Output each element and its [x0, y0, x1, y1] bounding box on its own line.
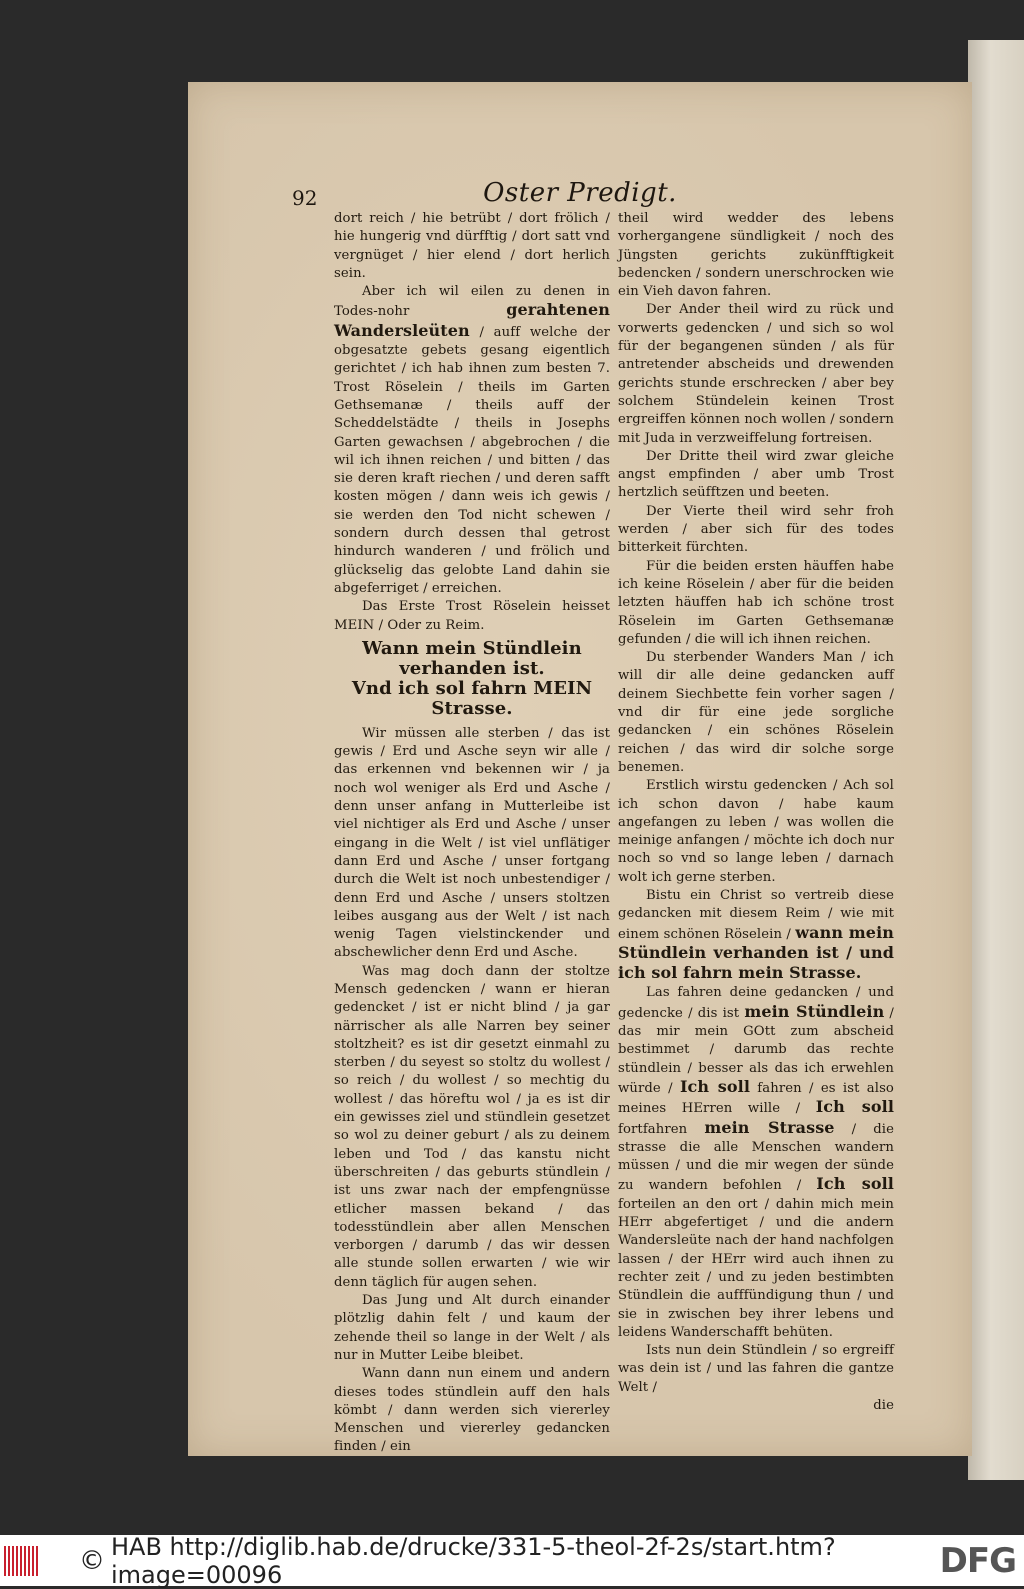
dfg-logo: DFG	[939, 1540, 1016, 1581]
paragraph: Das Erste Trost Röselein heisset MEIN / Oder zu Reim.	[334, 599, 610, 633]
paragraph: Der Ander theil wird zu rück und vorwerts gedencken / und sich so wol für der begangenen sünden / als für antretender abscheids und drewenden gerichts stunde erschrecken / aber bey solchem Stündelein keinen Trost ergreiffen können noch wollen / sondern mit Juda in verzweiffelung fortreisen.	[618, 302, 894, 446]
section-heading: Wann mein Stündlein verhanden ist. Vnd ich sol fahrn MEIN Strasse.	[351, 637, 593, 719]
footer-bar	[0, 1532, 1024, 1589]
catchword: die	[873, 1398, 894, 1413]
paragraph: Der Vierte theil wird sehr froh werden / aber sich für des todes bitterkeit fürchten.	[618, 503, 894, 556]
book-page	[188, 82, 972, 1456]
copyright-icon: ©	[79, 1545, 105, 1576]
paragraph: Du sterbender Wanders Man / ich will dir alle deine gedancken auff deinem Siechbette fein vorher sagen / vnd dir für eine jede sorgliche gedancken / ein schönes Röselein reichen / das wird dir solche sorge benemen.	[618, 650, 894, 775]
left-column	[334, 210, 610, 1457]
paragraph: theil wird wedder des lebens vorhergangene sündligkeit / noch des Jüngsten gerichts zukünfftigkeit bedencken / sondern unerschrocken wie ein Vieh davon fahren.	[618, 211, 894, 300]
source-link[interactable]: HAB http://diglib.hab.de/drucke/331-5-theol-2f-2s/start.htm?image=00096	[111, 1532, 836, 1589]
running-head: Oster Predigt.	[483, 178, 677, 208]
paragraph: Ists nun dein Stündlein / so ergreiff was dein ist / und las fahren die gantze Welt /	[618, 1343, 894, 1395]
paragraph: Las fahren deine gedancken / und gedencke / dis ist mein Stündlein / das mir mein GOtt zum abscheid bestimmet / darumb das rechte stündlein / besser als das ich erwehlen würde / Ich soll fahren / es ist also meines HErren wille / Ich soll fortfahren mein Strasse / die strasse die alle Menschen wandern müssen / und die mir wegen der sünde zu wandern befohlen / Ich soll forteilen an den ort / dahin mich mein HErr abgefertiget / und die andern Wandersleüte nach der hand nachfolgen lassen / der HErr wird auch ihnen zu rechter zeit / und zu jeden bestimbten Stündlein die aufffündigung thun / und sie in zwischen bey ihrer lebens und leidens Wanderschafft behüten.	[618, 985, 894, 1340]
hab-barcode-logo-icon	[4, 1546, 41, 1576]
paragraph: Was mag doch dann der stoltze Mensch gedencken / wann er hieran gedencket / ist er nicht blind / ja gar närrischer als alle Narren bey seiner stoltzheit? es ist dir gesetzt einmahl zu sterben / du seyest so stoltz du wollest / so reich / du wollest / so mechtig du wollest / das höreftu wol / ja es ist dir ein gewisses ziel und stündlein gesetzet so wol zu deiner geburt / als zu deinem leben und Tod / das kanstu nicht überschreiten / das geburts stündlein / ist uns zwar nach der empfengnüsse etlicher massen bekand / das todesstündlein aber allen Menschen verborgen / darumb / das wir dessen alle stunde sollen erwarten / wie wir denn täglich für augen sehen.	[334, 963, 610, 1290]
right-column	[618, 210, 894, 1415]
paragraph: Wann dann nun einem und andern dieses todes stündlein auff den hals kömbt / dann werden sich viererley Menschen und viererley gedancken finden / ein	[334, 1366, 610, 1455]
next-page-edge	[968, 40, 1024, 1480]
paragraph: Bistu ein Christ so vertreib diese gedancken mit diesem Reim / wie mit einem schönen Röselein / wann mein Stündlein verhanden ist / und ich sol fahrn mein Strasse.	[618, 887, 894, 983]
paragraph: Wir müssen alle sterben / das ist gewis / Erd und Asche seyn wir alle / das erkennen vnd bekennen wir / ja noch wol weniger als Erd und Asche / denn unser anfang in Mutterleibe ist viel nichtiger als Erd und Asche / unser eingang in die Welt / ist viel unflätiger dann Erd und Asche / unser fortgang durch die Welt ist noch unbestendiger / denn Erd und Asche / unsers stoltzen leibes ausgang aus der Welt / ist nach wenig Tagen vielstinckender und abschewlicher denn Erd und Asche.	[334, 725, 610, 961]
paragraph: dort reich / hie betrübt / dort frölich / hie hungerig vnd dürfftig / dort satt vnd vergnüget / hier elend / dort herlich sein.	[334, 211, 610, 281]
paragraph: Das Jung und Alt durch einander plötzlig dahin felt / und kaum der zehende theil so lange in der Welt / als nur in Mutter Leibe bleibet.	[334, 1293, 610, 1363]
paragraph: Erstlich wirstu gedencken / Ach sol ich schon davon / habe kaum angefangen zu leben / was wollen die meinige anfangen / möchte ich doch nur noch so vnd so lange leben / darnach wolt ich gerne sterben.	[618, 778, 894, 885]
paragraph: Für die beiden ersten häuffen habe ich keine Röselein / aber für die beiden letzten häuffen hab ich schöne trost Röselein im Garten Gethsemanæ gefunden / die will ich ihnen reichen.	[618, 558, 894, 647]
paragraph: Der Dritte theil wird zwar gleiche angst empfinden / aber umb Trost hertzlich seüfftzen und beeten.	[618, 448, 894, 501]
paragraph: Aber ich wil eilen zu denen in Todes-nohr gerahtenen Wandersleüten / auff welche der obgesatzte gebets gesang eigentlich gerichtet / ich hab ihnen zum besten 7. Trost Röselein / theils im Garten Gethsemanæ / theils auff der Scheddelstädte / theils in Josephs Garten gewachsen / abgebrochen / die wil ich ihnen reichen / und bitten / das sie deren kraft riechen / und deren safft kosten mögen / dann weis ich gewis / sie werden den Tod nicht schewen / sondern durch dessen thal getrost hindurch wanderen / und frölich und glückselig das gelobte Land dahin sie abgeferriget / erreichen.	[334, 284, 610, 596]
page-number: 92	[292, 186, 318, 210]
